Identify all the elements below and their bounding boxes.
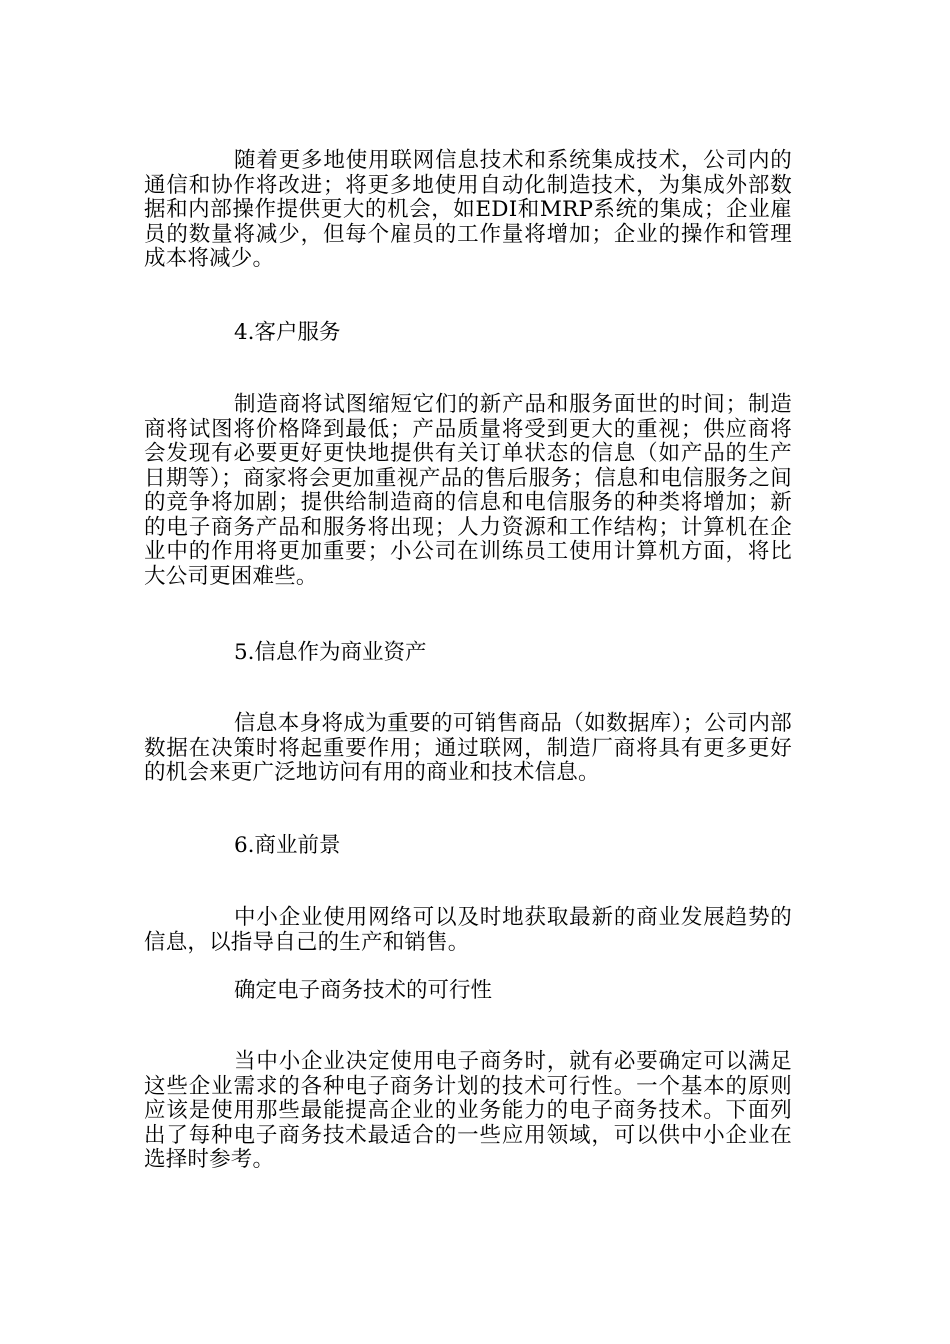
- heading-feasibility: 确定电子商务技术的可行性: [234, 978, 493, 1003]
- paragraph-feasibility: 当中小企业决定使用电子商务时，就有必要确定可以满足这些企业需求的各种电子商务计划的技术可行性。一个基本的原则应该是使用那些最能提高企业的业务能力的电子商务技术。下面列出了每种电子商务技术最适合的一些应用领域，可以供中小企业在选择时参考。: [144, 1049, 792, 1172]
- paragraph-integration: 随着更多地使用联网信息技术和系统集成技术，公司内的通信和协作将改进；将更多地使用自动化制造技术，为集成外部数据和内部操作提供更大的机会，如EDI和MRP系统的集成；企业雇员的数量将减少，但每个雇员的工作量将增加；企业的操作和管理成本将减少。: [144, 148, 792, 271]
- paragraph-customer-service: 制造商将试图缩短它们的新产品和服务面世的时间；制造商将试图将价格降到最低；产品质量将受到更大的重视；供应商将会发现有必要更好更快地提供有关订单状态的信息（如产品的生产日期等）；商家将会更加重视产品的售后服务；信息和电信服务之间的竞争将加剧；提供给制造商的信息和电信服务的种类将增加；新的电子商务产品和服务将出现；人力资源和工作结构；计算机在企业中的作用将更加重要；小公司在训练员工使用计算机方面，将比大公司更困难些。: [144, 392, 792, 589]
- paragraph-business-prospects: 中小企业使用网络可以及时地获取最新的商业发展趋势的信息，以指导自己的生产和销售。: [144, 905, 792, 955]
- heading-information-asset: 5.信息作为商业资产: [234, 640, 427, 665]
- paragraph-information-asset: 信息本身将成为重要的可销售商品（如数据库）；公司内部数据在决策时将起重要作用；通过联网，制造厂商将具有更多更好的机会来更广泛地访问有用的商业和技术信息。: [144, 711, 792, 785]
- heading-business-prospects: 6.商业前景: [234, 833, 341, 858]
- heading-customer-service: 4.客户服务: [234, 320, 341, 345]
